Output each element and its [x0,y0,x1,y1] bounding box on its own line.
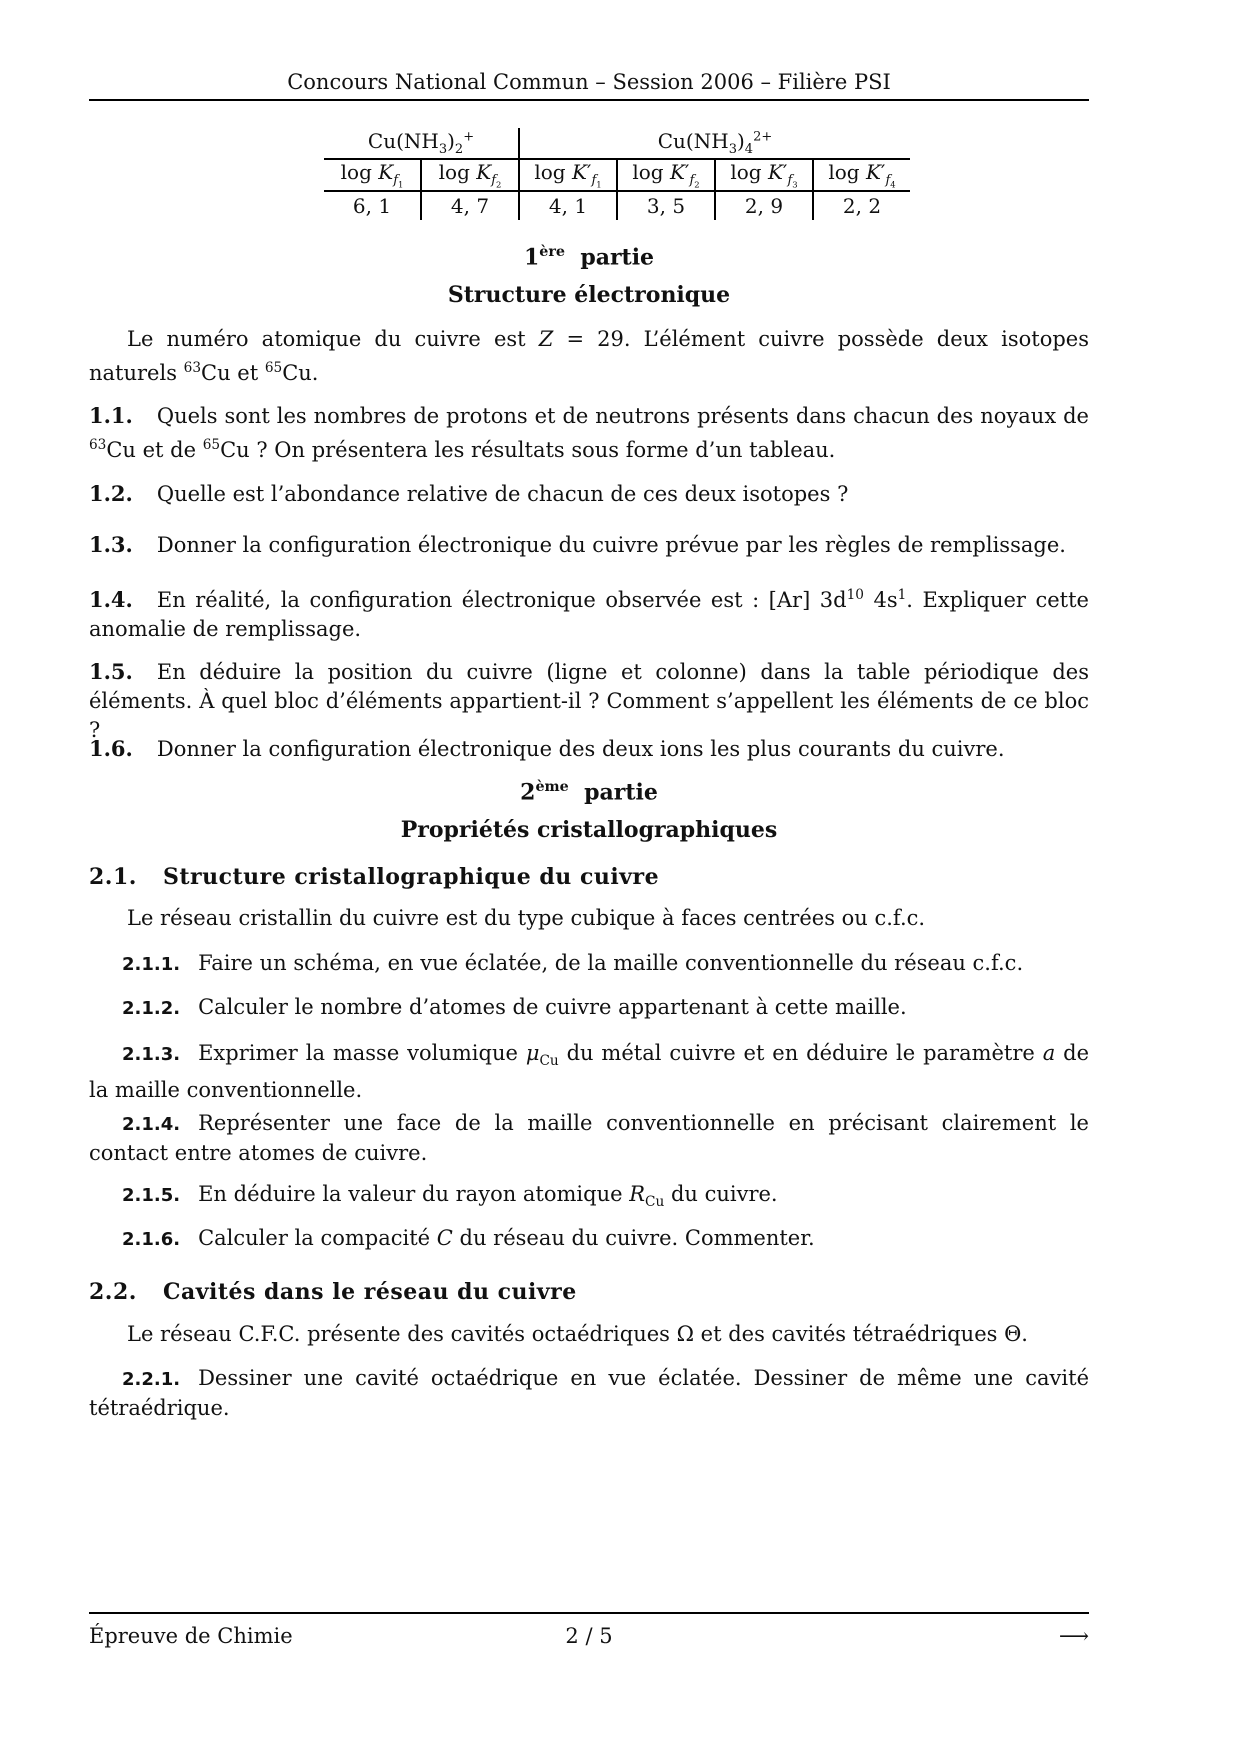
question-2-1-6: 2.1.6. Calculer la compacité C du réseau du cuivre. Commenter. [122,1226,815,1250]
part1-heading: 1ère partie [523,244,655,271]
part2-subtitle: Propriétés cristallographiques [400,817,778,843]
page-header: Concours National Commun – Session 2006 – Filière PSI [287,70,891,94]
table-header-cell: $\log K'_{f_4}$ [813,159,910,191]
part2-heading: 2ème partie [520,779,658,806]
header-rule [89,99,1089,101]
part1-subtitle: Structure électronique [447,282,731,308]
table-value-cell: 4, 7 [421,191,519,220]
section-2-1-title: 2.1. Structure cristallographique du cuivre [89,864,660,890]
question-2-1-1: 2.1.1. Faire un schéma, en vue éclatée, de la maille conventionnelle du réseau c.f.c. [122,951,1024,975]
section-2-2-title: 2.2. Cavités dans le réseau du cuivre [89,1279,577,1305]
table-header-cell: $\log K_{f_2}$ [421,159,519,191]
page-number: 2 / 5 [565,1624,613,1648]
intro-paragraph: Le numéro atomique du cuivre est Z = 29. L’élément cuivre possède deux isotopes naturels $^{63}$Cu et $^{65}$Cu. [89,327,1089,385]
question-1-5: 1.5. En déduire la position du cuivre (ligne et colonne) dans la table périodique des éléments. À quel bloc d’éléments appartient-il ? Comment s’appellent les éléments de ce bloc ? [89,659,1089,742]
table-header-cell: $\log K'_{f_1}$ [519,159,617,191]
question-1-3: 1.3. Donner la configuration électronique du cuivre prévue par les règles de remplissage. [89,532,1066,557]
question-1-2: 1.2. Quelle est l’abondance relative de chacun de ces deux isotopes ? [89,481,849,506]
table-header-cell: $\log K_{f_1}$ [324,159,421,191]
table-header-cell: $\log K'_{f_2}$ [617,159,715,191]
section-2-1-intro: Le réseau cristallin du cuivre est du type cubique à faces centrées ou c.f.c. [127,906,926,930]
question-2-2-1: 2.2.1. Dessiner une cavité octaédrique en vue éclatée. Dessiner de même une cavité tétraédrique. [89,1366,1089,1420]
section-2-2-intro: Le réseau C.F.C. présente des cavités octaédriques Ω et des cavités tétraédriques Θ. [127,1322,1028,1346]
table-group-cu-nh3-2: $Cu(NH_3)_2^+$ [367,129,475,157]
formation-constants-table [324,128,910,220]
table-value-cell: 2, 9 [715,191,813,220]
table-value-cell: 2, 2 [813,191,910,220]
footer-subject: Épreuve de Chimie [89,1624,293,1648]
table-value-cell: 4, 1 [519,191,617,220]
question-2-1-4: 2.1.4. Représenter une face de la maille conventionnelle en précisant clairement le contact entre atomes de cuivre. [89,1111,1089,1165]
question-1-6: 1.6. Donner la configuration électronique des deux ions les plus courants du cuivre. [89,736,1005,761]
question-2-1-5: 2.1.5. En déduire la valeur du rayon atomique $R_{Cu}$ du cuivre. [122,1182,778,1211]
question-1-4: 1.4. En réalité, la configuration électronique observée est : [Ar] $3d^{10}$ $4s^1$. Expliquer cette anomalie de remplissage. [89,587,1089,641]
question-2-1-3: 2.1.3. Exprimer la masse volumique $\mu_{Cu}$ du métal cuivre et en déduire le paramètre a de la maille conventionnelle. [89,1041,1090,1103]
question-2-1-2: 2.1.2. Calculer le nombre d’atomes de cuivre appartenant à cette maille. [122,995,907,1019]
next-page-arrow-icon: ⟶ [1058,1624,1089,1648]
table-group-cu-nh3-4: $Cu(NH_3)_4^{2+}$ [519,128,910,159]
footer-rule [89,1612,1089,1614]
table-header-cell: $\log K'_{f_3}$ [715,159,813,191]
table-value-cell: 3, 5 [617,191,715,220]
question-1-1: 1.1. Quels sont les nombres de protons et de neutrons présents dans chacun des noyaux de $^{63}$Cu et de $^{65}$Cu ? On présentera les résultats sous forme d’un tableau. [89,403,1089,462]
table-value-cell: 6, 1 [352,193,392,218]
